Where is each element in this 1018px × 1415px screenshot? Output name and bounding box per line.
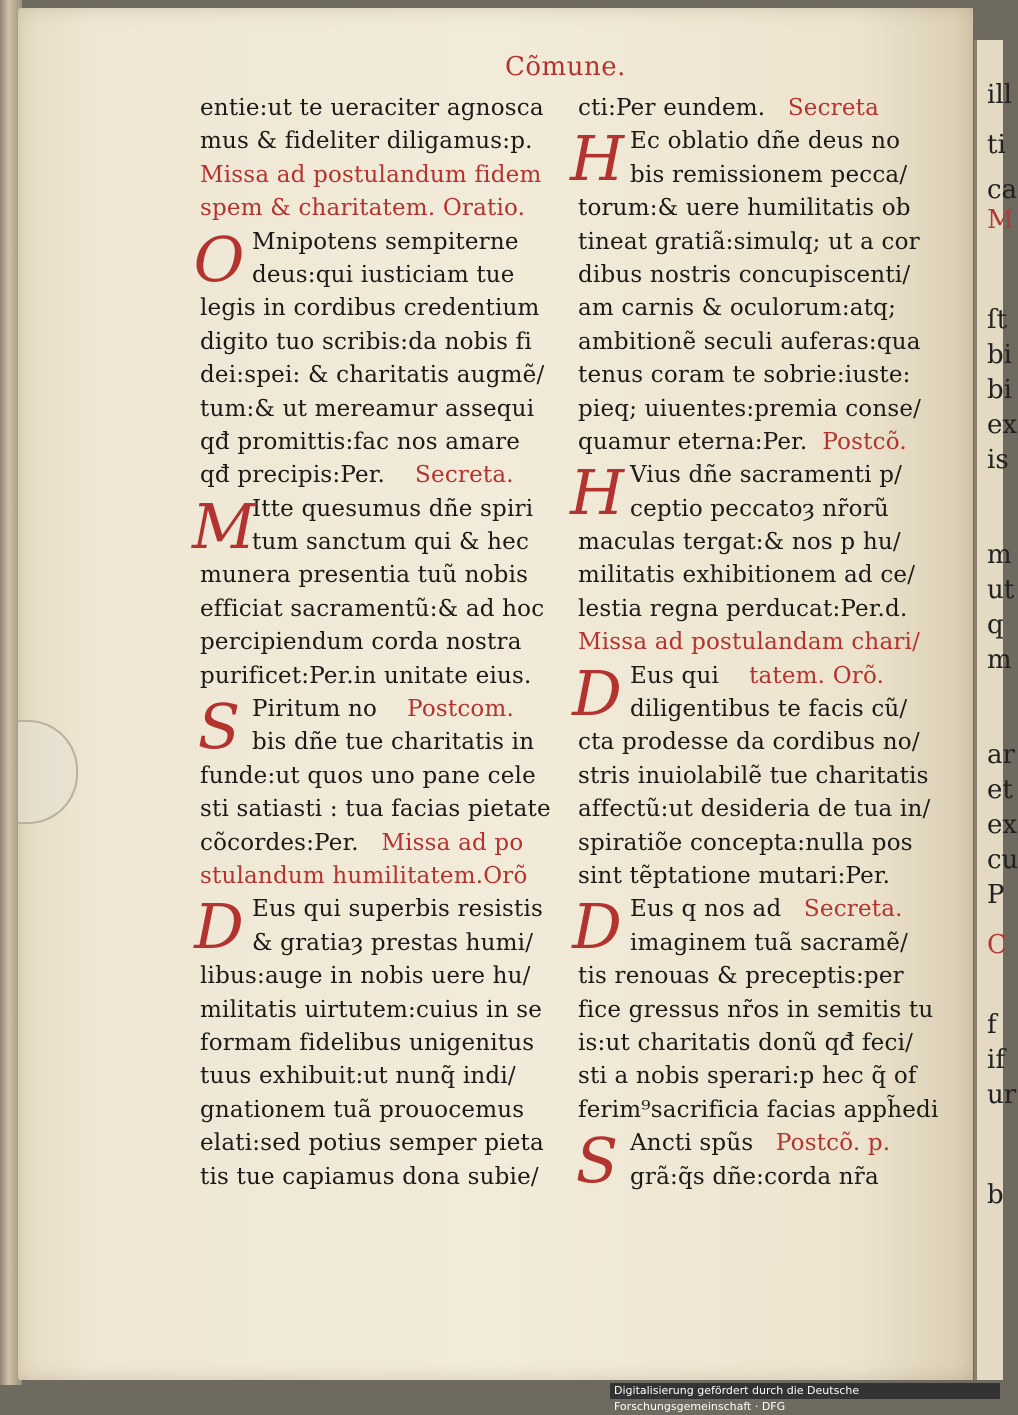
text-line: Mnipotens sempiterne bbox=[252, 228, 519, 255]
text-line bbox=[578, 426, 938, 459]
text-line: torum:& uere humilitatis ob bbox=[578, 195, 911, 222]
paragraph bbox=[575, 1124, 938, 1198]
paragraph bbox=[193, 222, 560, 296]
rubric-postcom: Postcom. bbox=[407, 696, 514, 723]
rubric-secreta: Secreta. bbox=[415, 462, 514, 489]
drop-initial: H bbox=[570, 456, 625, 530]
text-line: & gratiaȝ prestas humi/ bbox=[252, 929, 534, 956]
text-line: tineat gratiã:simulq; ut a cor bbox=[578, 228, 920, 255]
facing-letters: f bbox=[987, 1010, 997, 1040]
page-clip bbox=[18, 720, 78, 824]
text-line: militatis exhibitionem ad ce/ bbox=[578, 562, 916, 589]
facing-letters: ill bbox=[987, 80, 1012, 110]
text-line: tuus exhibuit:ut nunq̃ indi/ bbox=[200, 1063, 516, 1090]
text-line: tenus coram te sobrie:iuste: bbox=[578, 362, 911, 389]
paragraph bbox=[192, 489, 560, 563]
facing-letters: bi bbox=[987, 340, 1012, 370]
text-segment: quamur eterna:Per. bbox=[578, 428, 808, 455]
facing-letters: cu bbox=[987, 845, 1018, 875]
facing-letters: is bbox=[987, 445, 1009, 475]
rubric-secreta: Secreta. bbox=[803, 896, 903, 923]
drop-initial: M bbox=[192, 489, 256, 563]
facing-letters: ti bbox=[987, 130, 1006, 160]
text-line: purificet:Per.in unitate eius. bbox=[200, 662, 532, 689]
paragraph bbox=[570, 456, 938, 530]
page-header: Cõmune. bbox=[505, 52, 626, 82]
rubric-missa: Missa ad po bbox=[381, 829, 524, 856]
text-line: mus & fideliter diligamus:p. bbox=[200, 128, 533, 155]
drop-initial: D bbox=[194, 890, 244, 964]
facing-letters: P bbox=[987, 880, 1005, 910]
text-line: militatis uirtutem:cuius in se bbox=[200, 996, 543, 1023]
facing-letters: et bbox=[987, 775, 1013, 805]
rubric-postco: Postcõ. bbox=[822, 428, 907, 455]
right-column bbox=[570, 92, 939, 1198]
facing-letters: if bbox=[987, 1045, 1005, 1075]
text-line: ceptio peccatoȝ nr̃orũ bbox=[630, 495, 889, 522]
text-line bbox=[578, 893, 938, 926]
text-line: ambitionẽ seculi auferas:qua bbox=[578, 328, 921, 355]
text-line: Vius dñe sacramenti p/ bbox=[630, 462, 903, 489]
left-column bbox=[192, 92, 560, 1194]
paragraph bbox=[197, 690, 560, 764]
text-line bbox=[200, 693, 560, 726]
drop-initial: O bbox=[193, 222, 245, 296]
text-segment: qđ precipis:Per. bbox=[200, 462, 385, 489]
drop-initial: D bbox=[572, 656, 622, 730]
text-segment: cti:Per eundem. bbox=[578, 95, 766, 121]
facing-letters: ur bbox=[987, 1080, 1017, 1110]
text-line: tis tue capiamus dona subie/ bbox=[200, 1163, 539, 1190]
facing-letters: bi bbox=[987, 375, 1012, 405]
text-line: digito tuo scribis:da nobis fi bbox=[200, 328, 532, 355]
text-segment: Eus q nos ad bbox=[630, 896, 782, 923]
text-line: percipiendum corda nostra bbox=[200, 629, 522, 656]
text-line: legis in cordibus credentium bbox=[200, 295, 540, 322]
text-segment: Eus qui bbox=[630, 662, 720, 689]
paragraph bbox=[570, 122, 938, 196]
rubric-line: stulandum humilitatem.Orõ bbox=[200, 862, 528, 889]
text-line: qđ promittis:fac nos amare bbox=[200, 428, 521, 455]
text-line: sint tẽptatione mutari:Per. bbox=[578, 862, 891, 889]
rubric-oro: tatem. Orõ. bbox=[749, 662, 885, 689]
text-line: affectũ:ut desideria de tua in/ bbox=[578, 796, 931, 823]
rubric-line: Missa ad postulandum fidem bbox=[200, 161, 542, 188]
text-line: dibus nostris concupiscenti/ bbox=[578, 261, 911, 288]
facing-letters: ex bbox=[987, 810, 1018, 840]
text-line: fice gressus nr̃os in semitis tu bbox=[578, 996, 934, 1023]
text-line: tum sanctum qui & hec bbox=[252, 529, 530, 556]
text-line: cta prodesse da cordibus no/ bbox=[578, 729, 920, 756]
paragraph bbox=[194, 890, 560, 964]
text-line bbox=[578, 1127, 938, 1160]
facing-letters: b bbox=[987, 1180, 1004, 1210]
text-line: grã:q̃s dñe:corda nr̃a bbox=[630, 1163, 879, 1190]
drop-initial: S bbox=[197, 690, 241, 764]
text-segment: cõcordes:Per. bbox=[200, 829, 359, 856]
facing-letters: ca bbox=[987, 175, 1018, 205]
text-line: maculas tergat:& nos p hu/ bbox=[578, 529, 901, 556]
text-line: tum:& ut mereamur assequi bbox=[200, 395, 535, 422]
facing-letters: q bbox=[987, 610, 1004, 640]
text-line: dei:spei: & charitatis augmẽ/ bbox=[200, 362, 545, 389]
text-line: stris inuiolabilẽ tue charitatis bbox=[578, 762, 929, 789]
facing-page-edge bbox=[974, 40, 1018, 1380]
rubric-secreta: Secreta bbox=[787, 95, 880, 121]
text-line: bis remissionem pecca/ bbox=[630, 161, 908, 188]
rubric-postco: Postcõ. p. bbox=[775, 1130, 891, 1157]
text-line: libus:auge in nobis uere hu/ bbox=[200, 963, 531, 990]
facing-letters: m bbox=[987, 540, 1012, 570]
text-line: formam fidelibus unigenitus bbox=[200, 1029, 535, 1056]
paragraph bbox=[572, 656, 938, 730]
facing-letters: ex bbox=[987, 410, 1018, 440]
text-line: Ec oblatio dñe deus no bbox=[630, 128, 901, 155]
text-line: gnationem tuã prouocemus bbox=[200, 1096, 525, 1123]
facing-letters: C bbox=[987, 930, 1007, 960]
text-line: diligentibus te facis cũ/ bbox=[630, 696, 908, 723]
text-line: ferim⁹sacrificia facias apph̃edi bbox=[578, 1096, 939, 1123]
facing-letters: ut bbox=[987, 575, 1015, 605]
text-segment: Ancti spũs bbox=[630, 1130, 754, 1157]
text-line: sti satiasti : tua facias pietate bbox=[200, 796, 551, 823]
text-line: elati:sed potius semper pieta bbox=[200, 1130, 544, 1157]
text-line bbox=[200, 827, 560, 860]
text-line: spiratiõe concepta:nulla pos bbox=[578, 829, 913, 856]
text-line: entie:ut te ueraciter agnosca bbox=[200, 95, 544, 121]
text-line: sti a nobis sperari:p hec q̃ of bbox=[578, 1063, 917, 1090]
text-line bbox=[200, 459, 560, 492]
text-line: is:ut charitatis donũ qđ feci/ bbox=[578, 1029, 914, 1056]
facing-letters: m bbox=[987, 645, 1012, 675]
paragraph bbox=[572, 890, 938, 964]
text-line: imaginem tuã sacramẽ/ bbox=[630, 929, 909, 956]
facing-letters: ſt bbox=[987, 305, 1008, 335]
drop-initial: H bbox=[570, 122, 625, 196]
facing-letters: M bbox=[987, 205, 1014, 235]
text-line: funde:ut quos uno pane cele bbox=[200, 762, 536, 789]
text-line: tis renouas & preceptis:per bbox=[578, 963, 904, 990]
text-line: deus:qui iusticiam tue bbox=[252, 261, 515, 288]
text-line: munera presentia tuũ nobis bbox=[200, 562, 529, 589]
drop-initial: S bbox=[575, 1124, 619, 1198]
text-line: efficiat sacramentũ:& ad hoc bbox=[200, 595, 545, 622]
text-line bbox=[578, 660, 938, 693]
text-line: pieq; uiuentes:premia conse/ bbox=[578, 395, 922, 422]
text-line bbox=[578, 92, 938, 125]
drop-initial: D bbox=[572, 890, 622, 964]
text-line: Itte quesumus dñe spiri bbox=[252, 495, 534, 522]
rubric-line: Missa ad postulandam chari/ bbox=[578, 629, 921, 656]
rubric-line: spem & charitatem. Oratio. bbox=[200, 195, 526, 222]
text-segment: Piritum no bbox=[252, 696, 378, 723]
text-line: lestia regna perducat:Per.d. bbox=[578, 595, 908, 622]
text-line: Eus qui superbis resistis bbox=[252, 896, 544, 923]
facing-letters: ar bbox=[987, 740, 1015, 770]
digitization-credit: Digitalisierung gefördert durch die Deutsche Forschungsgemeinschaft · DFG bbox=[610, 1383, 1000, 1399]
text-line: am carnis & oculorum:atq; bbox=[578, 295, 897, 322]
text-line: bis dñe tue charitatis in bbox=[252, 729, 535, 756]
